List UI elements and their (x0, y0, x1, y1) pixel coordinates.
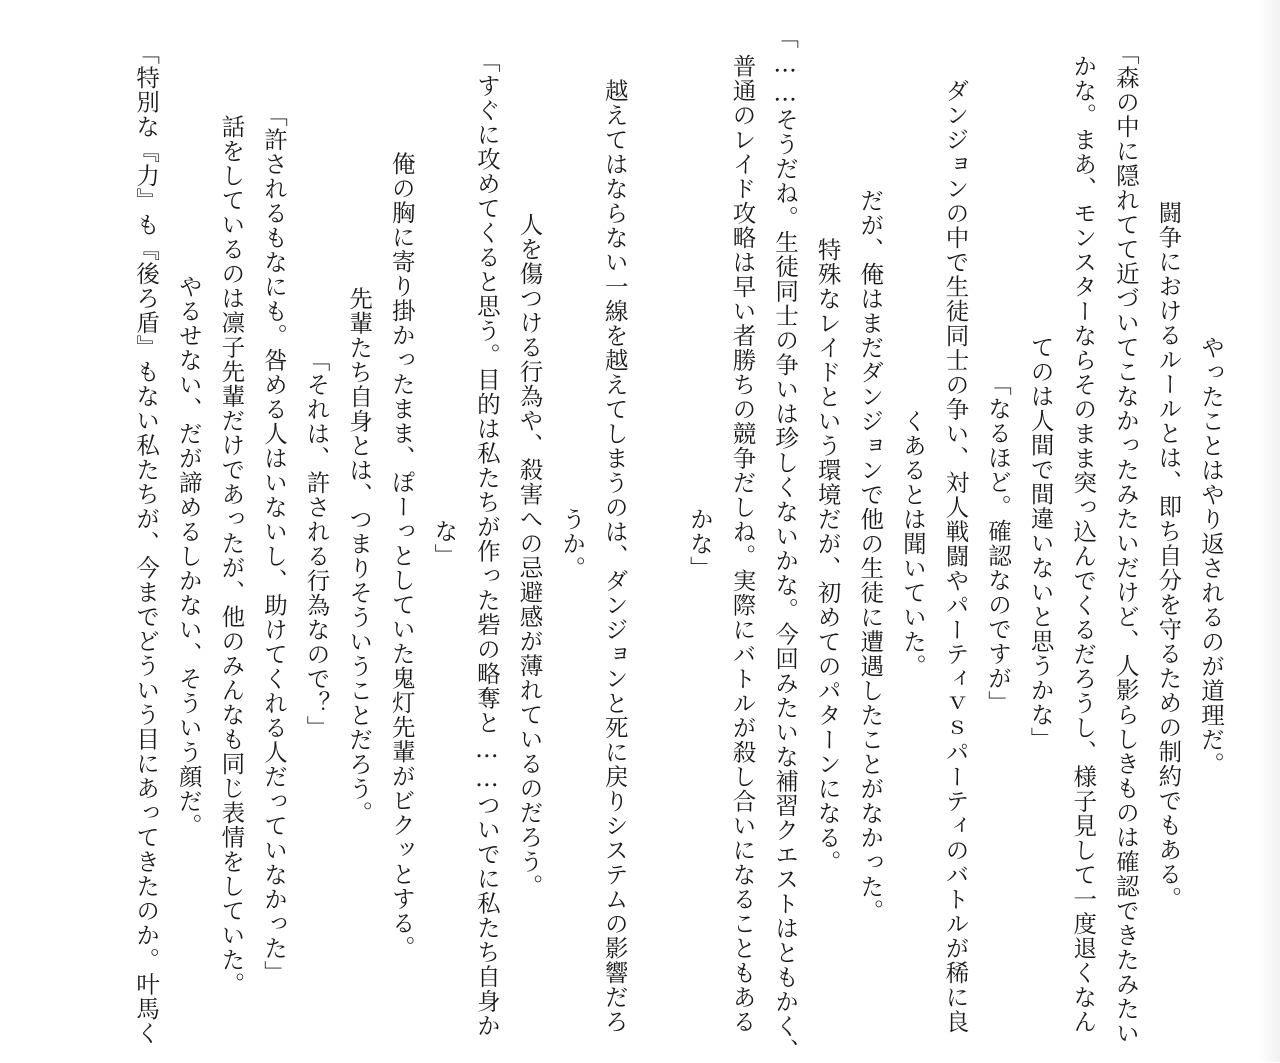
text-line: うか。 (558, 506, 587, 581)
vertical-text-body (42, 24, 1225, 1063)
text-line: 「特別な『力』も『後ろ盾』もない私たちが、今までどういう目にあってきたのか。叶馬く (132, 41, 161, 1046)
text-line: 「許されるもなにも。咎める人はいないし、助けてくれる人だっていなかった」 (259, 102, 288, 985)
text-line: な」 (430, 519, 459, 568)
page-edge-shadow (1258, 0, 1280, 1062)
text-line: てのは人間で間違いないと思うかな」 (1026, 335, 1055, 752)
text-line: やるせない、だが諦めるしかない、そういう顔だ。 (174, 249, 203, 838)
text-line: 普通のレイド攻略は早い者勝ちの競争だしね。実際にバトルが殺し合いになることもある (728, 53, 757, 1034)
text-line: やったことはやり返されるのが道理だ。 (1197, 310, 1225, 777)
text-line: 「それは、許される行為なので？」 (302, 347, 331, 740)
text-line: だが、俺はまだダンジョンで他の生徒に遭遇したことがなかった。 (856, 163, 885, 924)
text-line: 「……そうだね。生徒同士の争いは珍しくないかな。今回みたいな補習クエストはともかく、 (771, 24, 800, 1063)
text-line: 越えてはならない一線を越えてしまうのは、ダンジョンと死に戻りシステムの影響だろ (600, 53, 629, 1034)
blank-line (626, 36, 669, 1051)
text-line: 特殊なレイドという環境だが、初めてのパターンになる。 (813, 212, 842, 875)
text-line: 先輩たち自身とは、つまりそういうことだろう。 (345, 261, 374, 826)
text-line: 「すぐに攻めてくると思う。目的は私たちが作った砦の略奪と……ついでに私たち自身か (472, 49, 501, 1038)
text-line: かな」 (685, 506, 714, 581)
text-line: 「なるほど。確認なのですが」 (984, 372, 1013, 715)
text-line: 俺の胸に寄り掛かったまま、ぽーっとしていた鬼灯先輩がビクッとする。 (387, 127, 416, 960)
text-line: かな。まあ、モンスターならそのまま突っ込んでくるだろうし、様子見して一度退くなん (1069, 53, 1098, 1034)
text-line: ダンジョンの中で生徒同士の争い、対人戦闘やパーティｖｓパーティのバトルが稀に良 (941, 53, 970, 1034)
text-line: 闘争におけるルールとは、即ち自分を守るための制約でもある。 (1154, 176, 1183, 911)
text-line: 話をしているのは凛子先輩だけであったが、他のみんなも同じ表情をしていた。 (217, 90, 246, 997)
text-line: 人を傷つける行為や、殺害への忌避感が薄れているのだろう。 (515, 188, 544, 899)
text-line: くあるとは聞いていた。 (898, 408, 927, 679)
text-line: 「森の中に隠れてて近づいてこなかったみたいだけど、人影らしきものは確認できたみたい (1111, 41, 1140, 1046)
